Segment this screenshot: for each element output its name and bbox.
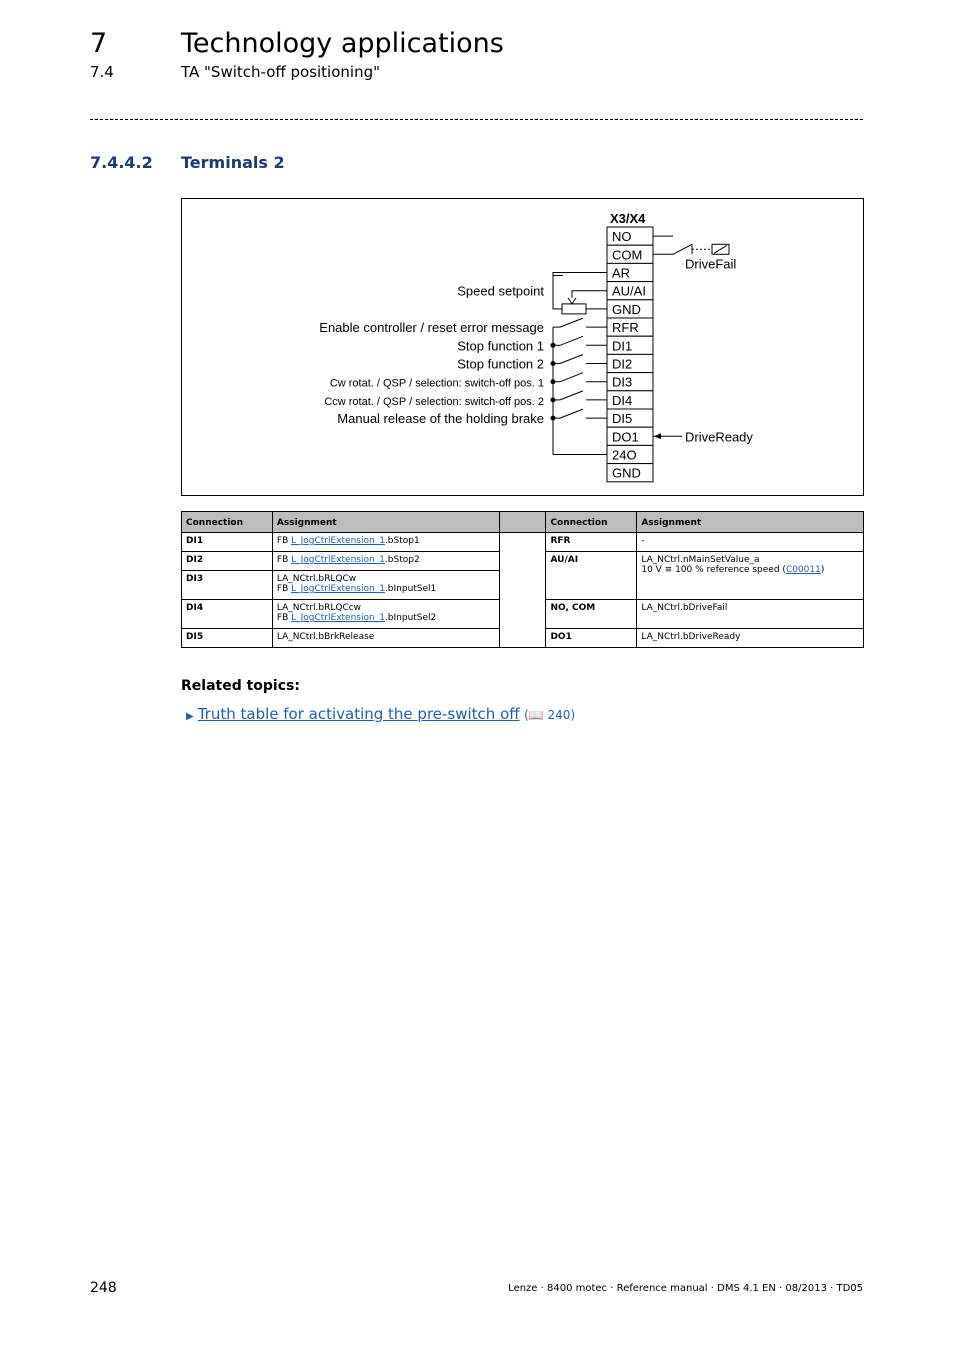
terminal-label: DI4 xyxy=(612,392,633,408)
terminal-label: GND xyxy=(612,465,641,481)
diagram-right-label: DriveFail xyxy=(685,256,737,272)
page-ref-number: 240 xyxy=(547,708,571,722)
fb-link[interactable]: L_JogCtrlExtension_1 xyxy=(291,536,385,546)
related-topic-item[interactable] xyxy=(186,705,575,723)
table-row xyxy=(182,533,864,552)
assign-line xyxy=(641,565,859,575)
page-number: 248 xyxy=(90,1280,117,1296)
fb-link[interactable]: L_JogCtrlExtension_1 xyxy=(291,555,385,565)
assign-line xyxy=(277,613,495,623)
terminal-label: DO1 xyxy=(612,429,639,445)
connector-label: X3/X4 xyxy=(610,211,646,226)
assign-suffix: .bInputSel1 xyxy=(384,584,437,594)
fb-link[interactable]: L_JogCtrlExtension_1 xyxy=(291,584,385,594)
chapter-number: 7 xyxy=(90,28,108,59)
page-ref[interactable]: (📖 240) xyxy=(524,708,576,722)
terminal-label: DI2 xyxy=(612,356,633,372)
assign-cell xyxy=(272,571,499,600)
footer-doc-info: Lenze · 8400 motec · Reference manual · DMS 4.1 EN · 08/2013 · TD05 xyxy=(508,1283,863,1294)
right-labels xyxy=(685,256,753,444)
terminal-block xyxy=(607,227,653,482)
assign-line xyxy=(277,584,495,594)
header-assignment-left: Assignment xyxy=(272,512,499,533)
book-icon: 📖 xyxy=(528,708,544,722)
conn-cell: DI2 xyxy=(182,552,273,571)
terminal-diagram-svg xyxy=(182,199,863,495)
conn-cell: DI4 xyxy=(182,600,273,629)
conn-cell: DI5 xyxy=(182,629,273,648)
assign-prefix: FB xyxy=(276,613,292,623)
diagram-left-label: Ccw rotat. / QSP / selection: switch-off pos. 2 xyxy=(324,395,544,408)
assign-suffix: ) xyxy=(820,565,825,575)
assign-suffix: .bInputSel2 xyxy=(384,613,437,623)
table-header-row xyxy=(182,512,864,533)
assign-cell: - xyxy=(637,533,864,552)
chapter-title: Technology applications xyxy=(181,28,504,59)
diagram-left-label: Stop function 1 xyxy=(457,338,544,354)
assign-cell xyxy=(637,552,864,600)
terminal-label: COM xyxy=(612,247,643,263)
assign-cell xyxy=(272,600,499,629)
fb-link[interactable]: L_JogCtrlExtension_1 xyxy=(291,613,385,623)
diagram-left-label: Manual release of the holding brake xyxy=(337,411,544,427)
terminal-label: NO xyxy=(612,229,632,245)
section-number: 7.4.4.2 xyxy=(90,153,153,172)
terminal-label: GND xyxy=(612,301,641,317)
code-link[interactable]: C00011 xyxy=(785,565,821,575)
assign-line: LA_NCtrl.bRLQCcw xyxy=(276,603,362,613)
terminal-label: RFR xyxy=(612,320,639,336)
assign-cell: LA_NCtrl.bDriveFail xyxy=(637,600,864,629)
terminal-label: AU/AI xyxy=(612,283,646,299)
assign-line: LA_NCtrl.bRLQCw xyxy=(276,574,357,584)
assign-cell xyxy=(272,533,499,552)
conn-cell: DO1 xyxy=(546,629,637,648)
terminal-label: AR xyxy=(612,265,631,281)
assign-suffix: .bStop2 xyxy=(384,555,420,565)
section-title: Terminals 2 xyxy=(181,153,285,172)
conn-cell: DI1 xyxy=(182,533,273,552)
terminal-label: DI5 xyxy=(612,411,633,427)
diagram-left-label: Speed setpoint xyxy=(457,283,544,299)
header-connection-right: Connection xyxy=(546,512,637,533)
subchapter-title: TA "Switch-off positioning" xyxy=(181,63,380,81)
terminal-diagram xyxy=(181,198,864,496)
conn-cell: RFR xyxy=(546,533,637,552)
subchapter-number: 7.4 xyxy=(90,63,114,81)
conn-cell: AU/AI xyxy=(546,552,637,600)
assign-suffix: .bStop1 xyxy=(384,536,420,546)
related-topic-link[interactable]: Truth table for activating the pre-switch off xyxy=(197,705,520,723)
assignment-table xyxy=(181,511,864,648)
header-connection-left: Connection xyxy=(182,512,273,533)
diagram-left-label: Cw rotat. / QSP / selection: switch-off pos. 1 xyxy=(329,377,544,390)
header-divider xyxy=(90,119,863,120)
header-spacer xyxy=(499,512,546,533)
assign-prefix: FB xyxy=(276,584,292,594)
triangle-right-icon: ▶ xyxy=(186,711,194,722)
terminal-label: DI1 xyxy=(612,338,633,354)
terminal-label: 24O xyxy=(612,447,637,463)
conn-cell: DI3 xyxy=(182,571,273,600)
assign-prefix: 10 V ≡ 100 % reference speed ( xyxy=(641,565,786,575)
assign-prefix: FB xyxy=(276,536,292,546)
spacer-cell xyxy=(499,533,546,648)
header-assignment-right: Assignment xyxy=(637,512,864,533)
assign-prefix: FB xyxy=(276,555,292,565)
related-topics-heading: Related topics: xyxy=(181,678,300,694)
conn-cell: NO, COM xyxy=(546,600,637,629)
terminal-label: DI3 xyxy=(612,374,633,390)
left-labels xyxy=(319,284,544,426)
diagram-left-label: Stop function 2 xyxy=(457,356,544,372)
assign-cell: LA_NCtrl.bDriveReady xyxy=(637,629,864,648)
assign-cell xyxy=(272,552,499,571)
assign-cell: LA_NCtrl.bBrkRelease xyxy=(272,629,499,648)
assign-line: LA_NCtrl.nMainSetValue_a xyxy=(641,555,760,565)
diagram-right-label: DriveReady xyxy=(685,429,753,445)
diagram-left-label: Enable controller / reset error message xyxy=(319,320,544,336)
